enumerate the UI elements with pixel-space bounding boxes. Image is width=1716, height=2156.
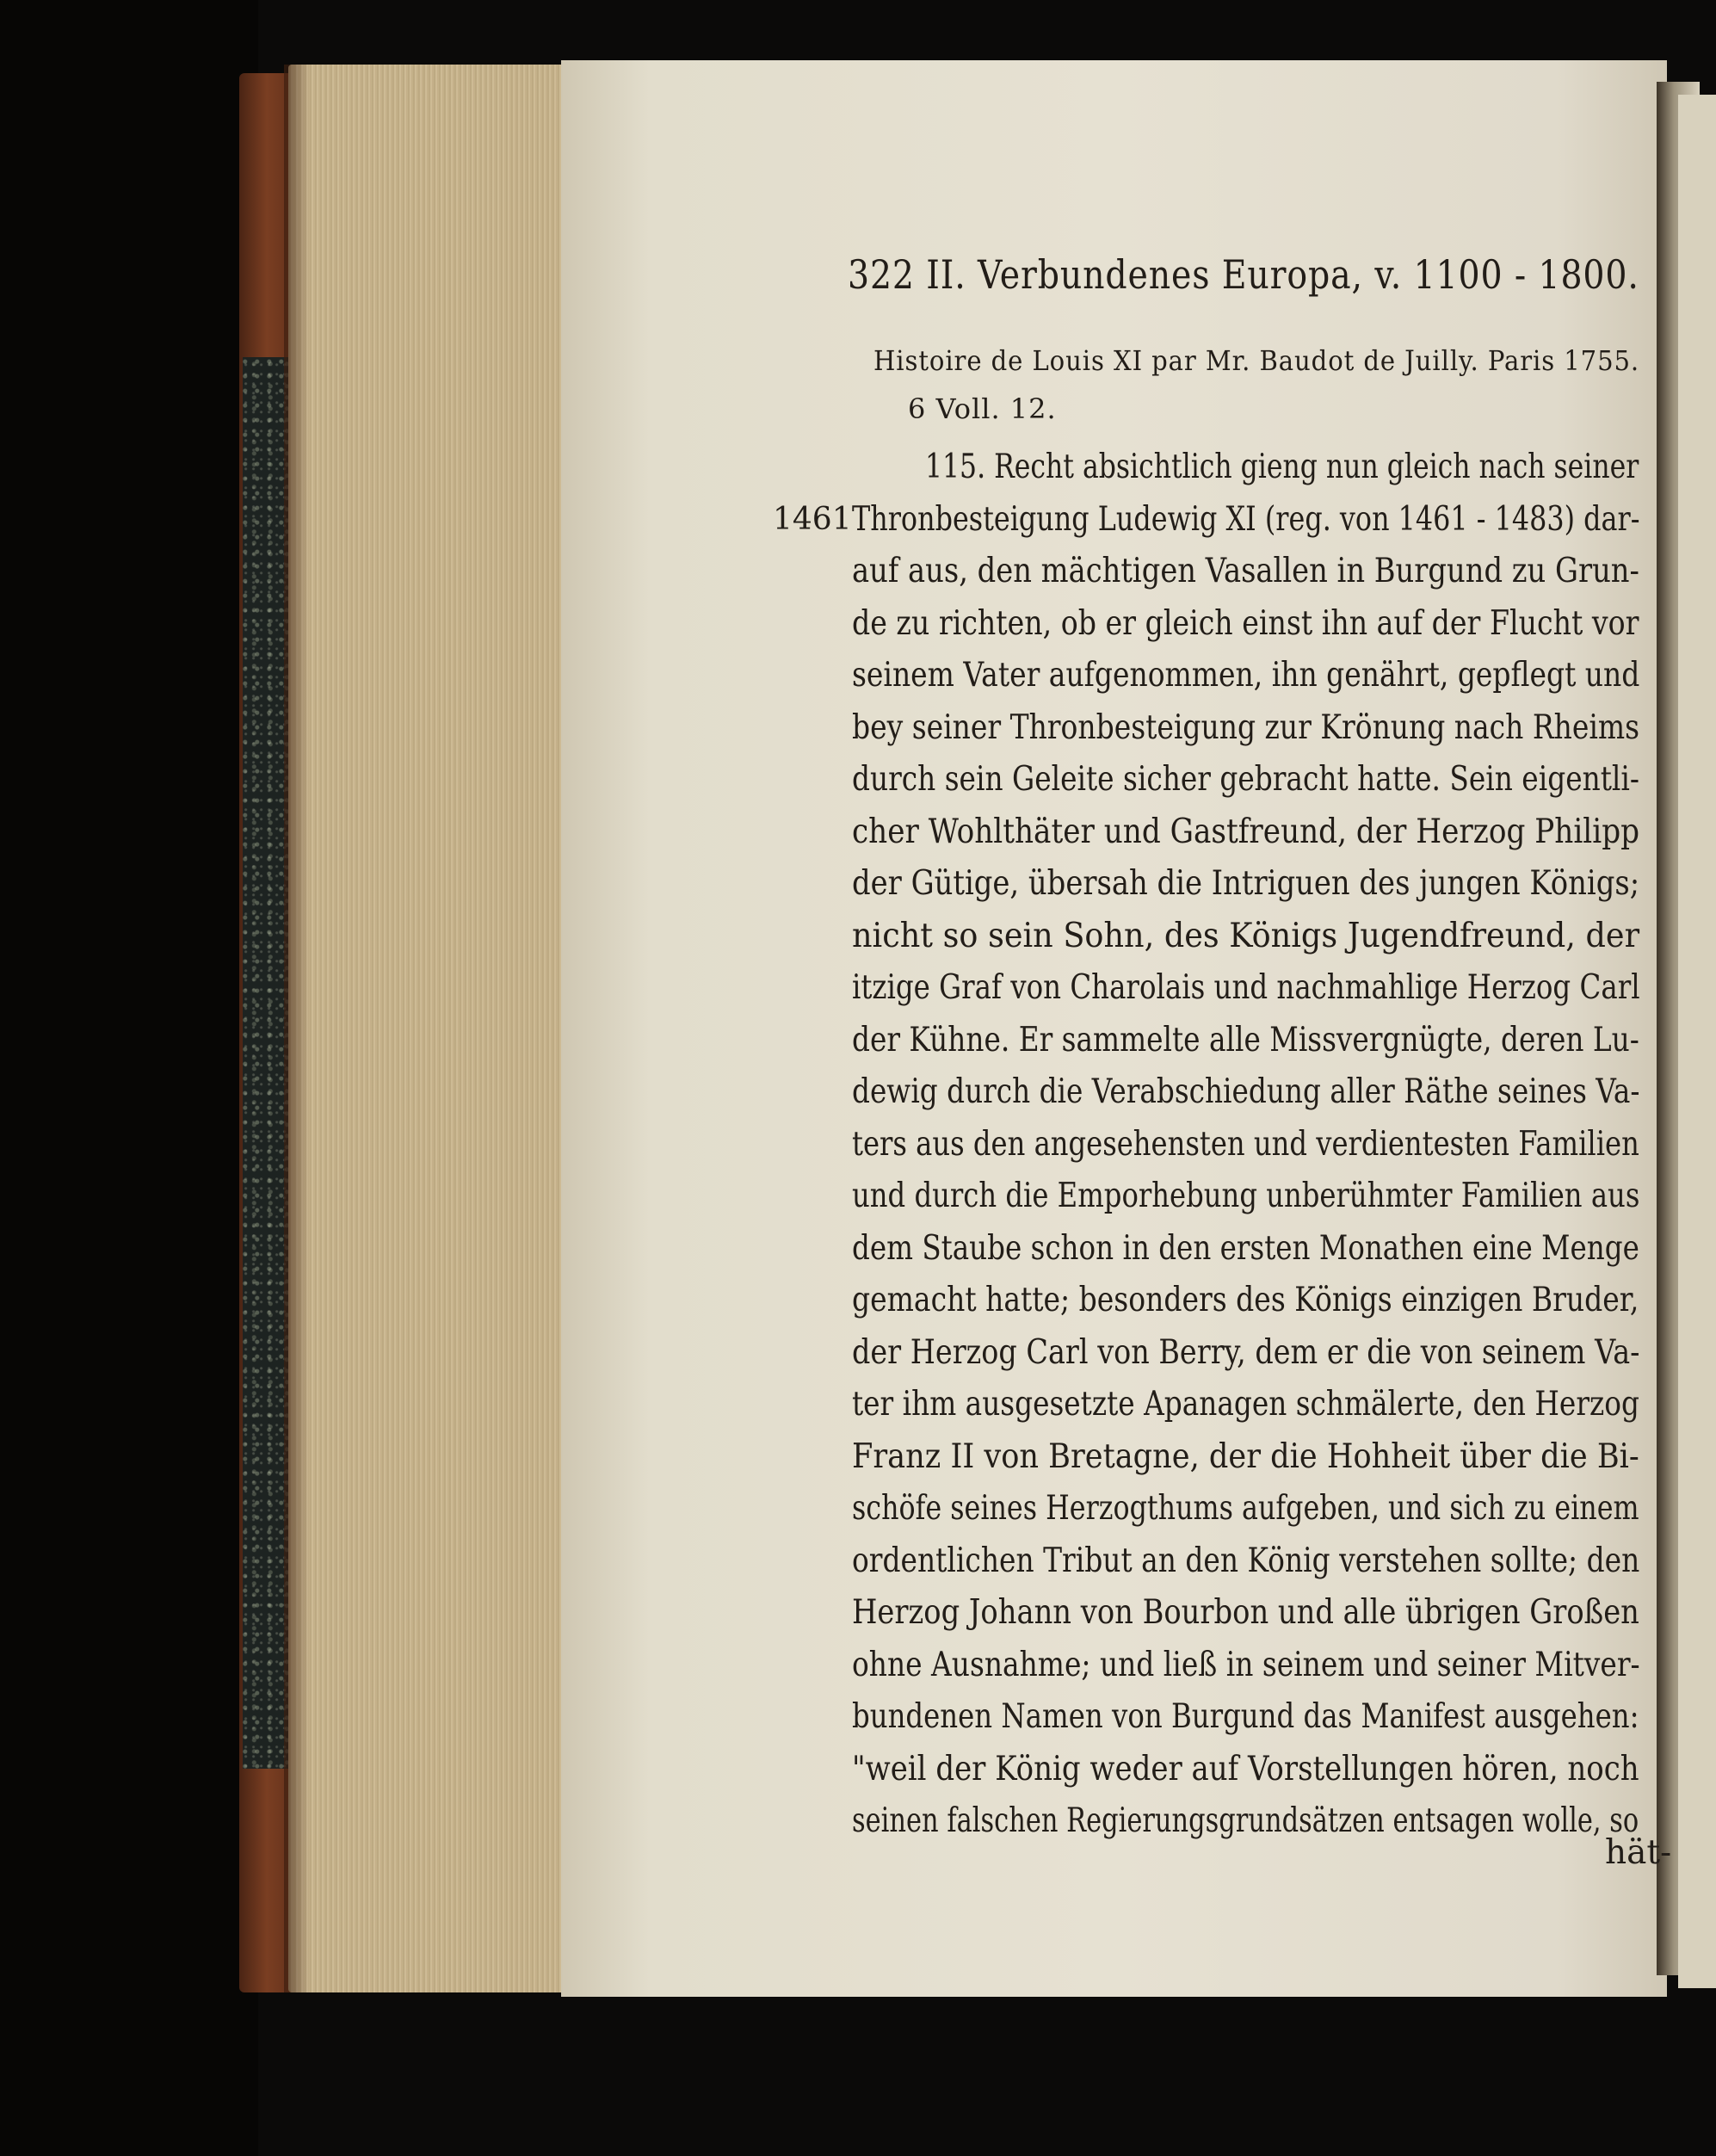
body-line: ohne Ausnahme; und ließ in seinem und seiner Mitver- xyxy=(852,1645,1640,1684)
body-line: der Gütige, übersah die Intriguen des jungen Königs; xyxy=(852,864,1640,903)
body-line: cher Wohlthäter und Gastfreund, der Herzog Philipp xyxy=(852,812,1640,851)
bibliography-line: 6 Voll. 12. xyxy=(908,392,1057,425)
body-line: der Kühne. Er sammelte alle Missvergnügte, deren Lu- xyxy=(852,1020,1639,1059)
body-line: de zu richten, ob er gleich einst ihn auf der Flucht vor xyxy=(852,603,1639,643)
margin-year: 1461 xyxy=(773,502,852,537)
body-line: Thronbesteigung Ludewig XI (reg. von 1461 - 1483) dar- xyxy=(852,499,1640,539)
body-line: schöfe seines Herzogthums aufgeben, und sich zu einem xyxy=(852,1489,1639,1528)
body-line: auf aus, den mächtigen Vasallen in Burgund zu Grun- xyxy=(852,552,1639,590)
catchword: hät- xyxy=(1605,1833,1672,1872)
edge-shadow xyxy=(284,65,310,1992)
body-line: itzige Graf von Charolais und nachmahlige Herzog Carl xyxy=(852,968,1640,1007)
body-line: ordentlichen Tribut an den König verstehen sollte; den xyxy=(852,1541,1640,1580)
body-line: 115. Recht absichtlich gieng nun gleich nach seiner xyxy=(925,448,1639,486)
body-line: gemacht hatte; besonders des Königs einzigen Bruder, xyxy=(852,1281,1639,1319)
body-line: Herzog Johann von Bourbon und alle übrigen Großen xyxy=(852,1593,1639,1632)
body-line: dewig durch die Verabschiedung aller Räthe seines Va- xyxy=(852,1072,1640,1111)
body-line: und durch die Emporhebung unberühmter Familien aus xyxy=(852,1177,1640,1215)
body-line: seinem Vater aufgenommen, ihn genährt, gepflegt und xyxy=(852,656,1640,695)
body-line: nicht so sein Sohn, des Königs Jugendfreund, der xyxy=(852,916,1640,955)
background xyxy=(0,0,258,2156)
body-line: ters aus den angesehensten und verdientesten Familien xyxy=(852,1124,1639,1164)
bibliography-line: Histoire de Louis XI par Mr. Baudot de Juilly. Paris 1755. xyxy=(873,344,1640,377)
running-head: 322 II. Verbundenes Europa, v. 1100 - 1800. xyxy=(848,251,1639,298)
body-line: der Herzog Carl von Berry, dem er die von seinem Va- xyxy=(852,1332,1640,1372)
body-line: Franz II von Bretagne, der die Hohheit über die Bi- xyxy=(852,1436,1639,1476)
facing-page-edge xyxy=(1678,95,1716,1988)
body-line: ter ihm ausgesetzte Apanagen schmälerte, den Herzog xyxy=(852,1385,1639,1424)
body-line: "weil der König weder auf Vorstellungen hören, noch xyxy=(852,1749,1639,1788)
page-block-edge xyxy=(288,65,572,1992)
body-line: dem Staube schon in den ersten Monathen eine Menge xyxy=(852,1228,1639,1268)
body-line: bundenen Namen von Burgund das Manifest ausgehen: xyxy=(852,1697,1639,1736)
body-line: durch sein Geleite sicher gebracht hatte. Sein eigentli- xyxy=(852,760,1639,799)
body-line: bey seiner Thronbesteigung zur Krönung nach Rheims xyxy=(852,707,1640,747)
body-line: seinen falschen Regierungsgrundsätzen entsagen wolle, so xyxy=(852,1801,1639,1840)
